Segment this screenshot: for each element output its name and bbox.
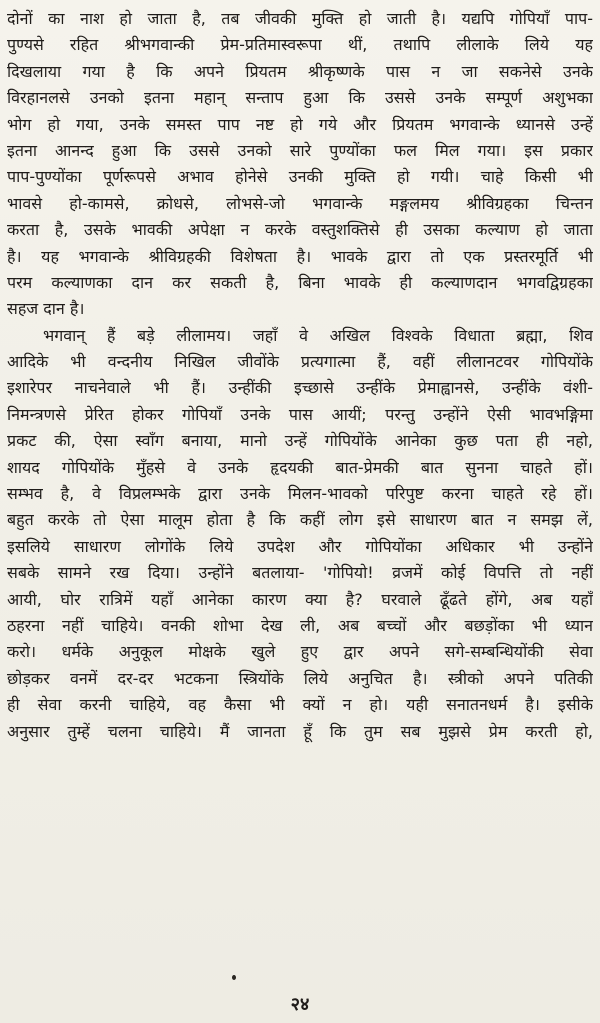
text-line: दोनों का नाश हो जाता है, तब जीवकी मुक्ति हो जाती है। यद्यपि गोपियाँ पाप- [7,9,593,28]
text-line: विरहानलसे उनको इतना महान् सन्ताप हुआ कि उससे उनके सम्पूर्ण अशुभका [7,88,593,108]
text-line: शायद गोपियोंके मुँहसे वे उनके हृदयकी बात-प्रेमकी बात सुनना चाहते हों। [7,457,593,477]
ink-dot [232,975,236,980]
paragraph-end-line: सहज दान है। [7,299,85,319]
text-line: ही सेवा करनी चाहिये, वह कैसा भी क्यों न हो। यही सनातनधर्म है। इसीके [7,695,593,715]
text-line: भोग हो गया, उनके समस्त पाप नष्ट हो गये और प्रियतम भगवान्के ध्यानसे उन्हें [7,114,593,134]
text-line: पुण्यसे रहित श्रीभगवान्की प्रेम-प्रतिमास्वरूपा थीं, तथापि लीलाके लिये यह [7,35,593,55]
text-line: करो। धर्मके अनुकूल मोक्षके खुले हुए द्वार अपने सगे-सम्बन्धियोंकी सेवा [7,642,593,662]
text-line: छोड़कर वनमें दर-दर भटकना स्त्रियोंके लिये अनुचित है। स्त्रीको अपने पतिकी [7,668,593,688]
text-line: दिखलाया गया है कि अपने प्रियतम श्रीकृष्णके पास न जा सकनेसे उनके [7,61,593,81]
text-line: आदिके भी वन्दनीय निखिल जीवोंके प्रत्यगात्मा हैं, वहीं लीलानटवर गोपियोंके [7,352,593,372]
text-line: करता है, उसके भावकी अपेक्षा न करके वस्तुशक्तिसे ही उसका कल्याण हो जाता [7,220,593,240]
text-line: इसलिये साधारण लोगोंके लिये उपदेश और गोपियोंका अधिकार भी उन्होंने [7,536,593,556]
text-line: इशारेपर नाचनेवाले भी हैं। उन्हींकी इच्छासे उन्हींके प्रेमाह्वानसे, उन्हींके वंशी- [7,378,593,398]
text-line: परम कल्याणका दान कर सकती है, बिना भावके ही कल्याणदान भगवद्विग्रहका [7,272,593,292]
text-line: निमन्त्रणसे प्रेरित होकर गोपियाँ उनके पास आयीं; परन्तु उन्होंने ऐसी भावभङ्गिमा [7,404,593,424]
text-line: बहुत करके तो ऐसा मालूम होता है कि कहीं लोग इसे साधारण बात न समझ लें, [7,510,593,530]
text-line: प्रकट की, ऐसा स्वाँग बनाया, मानो उन्हें गोपियोंके आनेका कुछ पता ही नहो, [7,431,593,451]
body-text [7,6,593,745]
text-line: सबके सामने रख दिया। उन्होंने बतलाया- 'गोपियो! व्रजमें कोई विपत्ति तो नहीं [7,563,593,583]
paragraph-start-line: भगवान् हैं बड़े लीलामय। जहाँ वे अखिल विश्वके विधाता ब्रह्मा, शिव [43,325,593,345]
text-line: अनुसार तुम्हें चलना चाहिये। मैं जानता हूँ कि तुम सब मुझसे प्रेम करती हो, [7,721,593,741]
text-line: आयी, घोर रात्रिमें यहाँ आनेका कारण क्या है? घरवाले ढूँढते होंगे, अब यहाँ [7,589,593,609]
page-number: २४ [290,994,310,1015]
text-line: इतना आनन्द हुआ कि उससे उनको सारे पुण्योंका फल मिल गया। इस प्रकार [7,140,593,160]
text-line: है। यह भगवान्के श्रीविग्रहकी विशेषता है। भावके द्वारा तो एक प्रस्तरमूर्ति भी [7,246,593,266]
text-line: सम्भव है, वे विप्रलम्भके द्वारा उनके मिलन-भावको परिपुष्ट करना चाहते रहे हों। [7,484,593,504]
text-line: पाप-पुण्योंका पूर्णरूपसे अभाव होनेसे उनकी मुक्ति हो गयी। चाहे किसी भी [7,167,593,187]
text-line: भावसे हो-कामसे, क्रोधसे, लोभसे-जो भगवान्के मङ्गलमय श्रीविग्रहका चिन्तन [7,193,593,213]
text-line: ठहरना नहीं चाहिये। वनकी शोभा देख ली, अब बच्चों और बछड़ोंका भी ध्यान [7,615,593,635]
